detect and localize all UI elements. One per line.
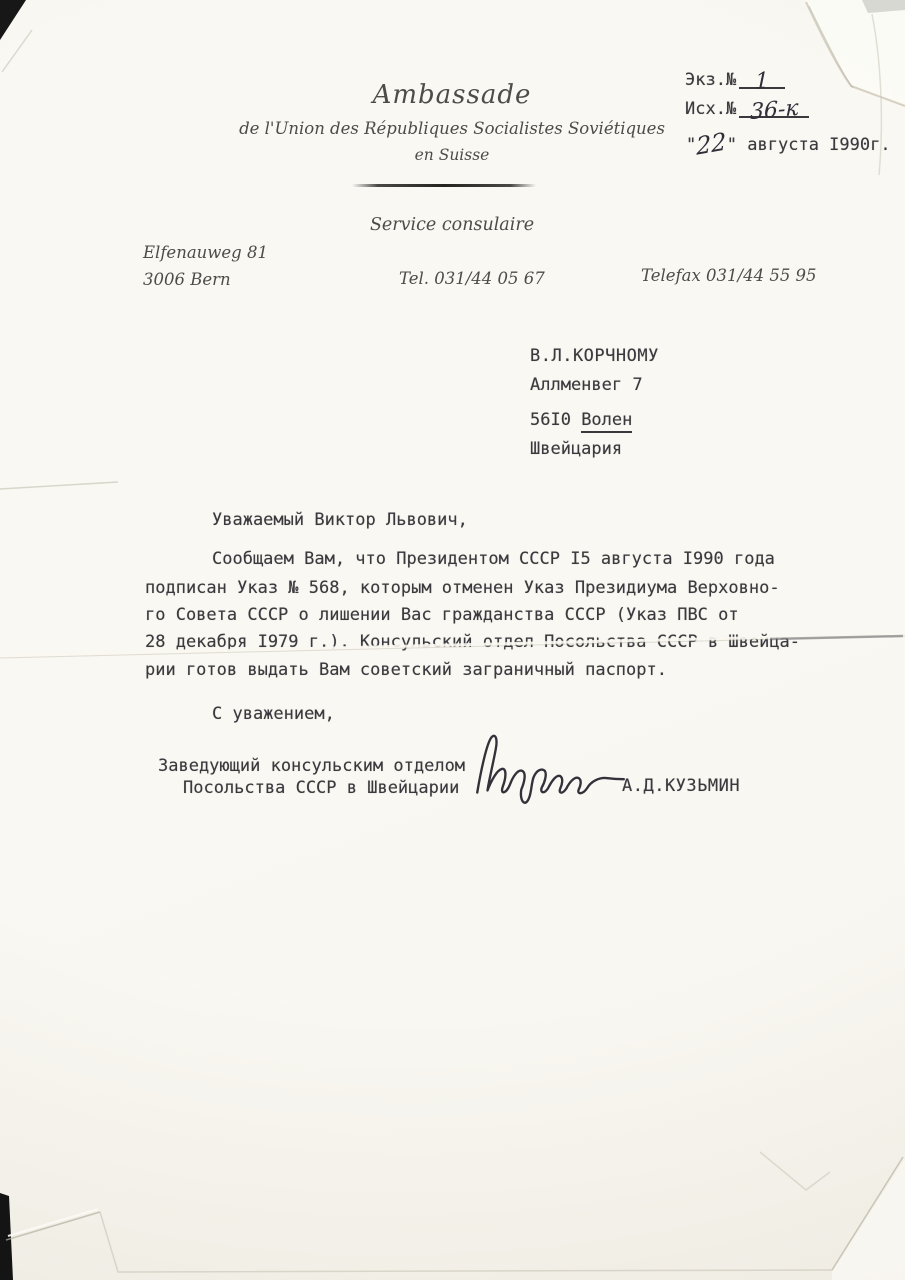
recipient-postal-city [530,410,632,430]
body-line-2: подписан Указ № 568, которым отменен Указ Президиума Верховно- [145,578,780,598]
signer-name: А.Д.КУЗЬМИН [622,776,741,796]
dark-strip-top-right [862,0,905,13]
copy-number-label: Экз.№ [685,70,737,90]
embassy-phone: Tel. 031/44 05 67 [399,269,545,288]
recipient-postal-code: 56I0 [530,410,582,430]
body-line-3: го Совета СССР о лишении Вас гражданства СССР (Указ ПВС от [145,605,739,625]
outgoing-number-label: Исх.№ [685,99,737,119]
crease-bottom-right [832,1157,903,1270]
body-line-4: 28 декабря I979 г.). Консульский отдел Посольства СССР в Швейца- [145,632,801,652]
outgoing-number-underline [739,95,809,126]
salutation: Уважаемый Виктор Львович, [212,510,468,530]
embassy-city: 3006 Bern [143,270,231,289]
date-close-quote: " [726,135,738,155]
crease-top-right [806,2,905,106]
recipient-city-underlined: Волен [581,410,632,433]
signer-title-line-1: Заведующий консульским отделом [158,756,466,776]
recipient-street: Аллменвег 7 [530,375,643,395]
crease-v-bottom-right [760,1152,830,1190]
body-line-1: Сообщаем Вам, что Президентом СССР I5 августа I990 года [212,549,775,569]
consular-service-label: Service consulaire [369,215,535,235]
outgoing-number-value-handwritten: 36-к [749,95,799,126]
recipient-name: В.Л.КОРЧНОМУ [530,346,659,366]
date-month-year: августа I990г. [737,135,891,155]
embassy-country-line: en Suisse [414,146,490,164]
crease-left-middle [0,482,118,489]
signature-handwriting [470,731,628,813]
reference-outgoing-line [685,95,809,126]
embassy-street: Elfenauweg 81 [143,243,268,262]
date-day-handwritten: 22 [695,127,728,161]
closing-phrase: С уважением, [212,704,335,724]
dark-strip-bottom-left [0,1193,13,1280]
embassy-title: Ambassade [372,80,532,110]
paper-bottom-edge [100,1212,832,1272]
embassy-subtitle: de l'Union des Républiques Socialistes Soviétiques [239,119,665,138]
body-line-5: рии готов выдать Вам советский заграничный паспорт. [145,660,667,680]
date-open-quote: " [686,135,697,155]
crease-top-left [2,30,32,72]
crease-bottom-left [6,1212,100,1240]
embassy-fax: Telefax 031/44 55 95 [641,266,817,285]
copy-number-value-handwritten: 1 [755,68,770,95]
copy-number-underline [739,68,785,95]
recipient-country: Швейцария [530,439,623,459]
reference-copy-line [685,68,785,95]
crease-highlight-bottom-left [8,1209,98,1236]
letterhead-divider [352,184,536,187]
fold-bottom-right [832,1158,905,1280]
fold-top-right [806,0,905,104]
crease-shadow-top-right [809,6,853,88]
signer-title-line-2: Посольства СССР в Швейцарии [183,778,460,798]
dark-corner-top-left [0,0,26,40]
